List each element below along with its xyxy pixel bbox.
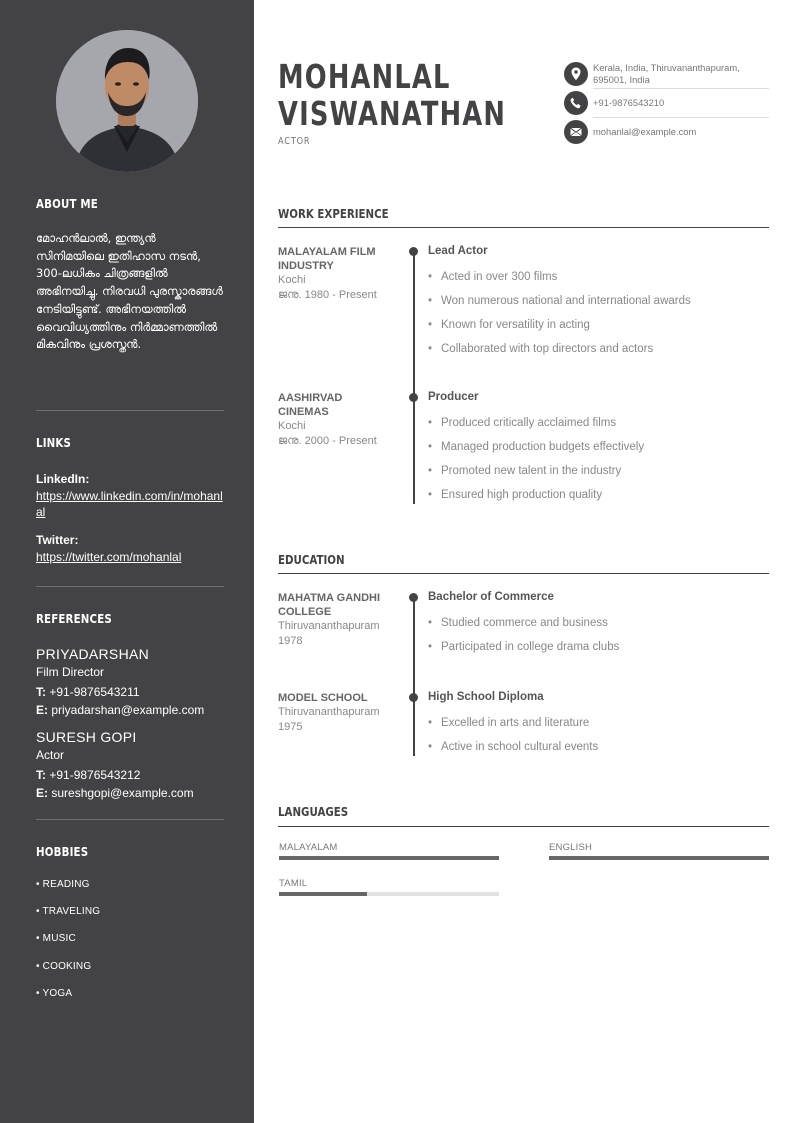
linkedin-link[interactable]: https://www.linkedin.com/in/mohanlal xyxy=(36,489,223,519)
education-org: MAHATMA GANDHI COLLEGE Thiruvananthapuram 1978 xyxy=(278,591,393,649)
links-section xyxy=(36,435,224,565)
about-text: മോഹൻലാൽ, ഇന്ത്യൻ സിനിമയിലെ ഇതിഹാസ നടൻ, 300-ലധികം ചിത്രങ്ങളിൽ അഭിനയിച്ചു. നിരവധി പുരസ്കാരങ്ങൾ നേടിയിട്ടുണ്ട്. അഭിനയത്തിൽ വൈവിധ്യത്തിനും നിർമ്മാണത്തിൽ മികവിനും പ്രശസ്തൻ. xyxy=(36,231,223,352)
reference-phone: T: +91-9876543211 xyxy=(36,685,140,699)
language-name: MALAYALAM xyxy=(279,842,338,853)
experience-bullet: • Acted in over 300 films xyxy=(428,271,557,283)
mail-icon xyxy=(564,120,588,144)
timeline-dot xyxy=(409,593,418,602)
education-bullet: • Participated in college drama clubs xyxy=(428,641,619,653)
link-item-linkedin xyxy=(36,472,224,520)
hobby-item: • YOGA xyxy=(36,987,73,999)
about-section xyxy=(36,196,224,354)
timeline-line xyxy=(413,252,415,504)
experience-title: Producer xyxy=(428,391,479,403)
education-bullet: • Active in school cultural events xyxy=(428,741,598,753)
experience-dates: ജനു. 2000 - Present xyxy=(278,435,377,447)
email-text[interactable]: mohanlal@example.com xyxy=(593,126,697,137)
reference-phone: T: +91-9876543212 xyxy=(36,768,141,782)
first-name: MOHANLAL xyxy=(278,57,451,96)
reference-role: Film Director xyxy=(36,665,104,679)
experience-bullet: • Produced critically acclaimed films xyxy=(428,417,616,429)
experience-bullet: • Promoted new talent in the industry xyxy=(428,465,621,477)
language-item xyxy=(279,842,499,853)
language-level-bar xyxy=(549,856,769,860)
job-title: ACTOR xyxy=(278,136,311,147)
hobby-item: • READING xyxy=(36,879,90,890)
language-level-bar xyxy=(279,856,499,860)
education-location: Thiruvananthapuram xyxy=(278,706,380,718)
experience-org: MALAYALAM FILM INDUSTRY Kochi ജനു. 1980 - Present xyxy=(278,245,393,303)
reference-email: E: sureshgopi@example.com xyxy=(36,786,194,800)
education-org: MODEL SCHOOL Thiruvananthapuram 1975 xyxy=(278,691,393,735)
address-text: Kerala, India, Thiruvananthapuram, 695001, India xyxy=(593,62,740,85)
language-item xyxy=(279,878,499,889)
experience-location: Kochi xyxy=(278,420,306,432)
education-title: High School Diploma xyxy=(428,691,544,703)
hobby-item: • COOKING xyxy=(36,960,92,972)
experience-bullet: • Known for versatility in acting xyxy=(428,319,590,331)
sidebar xyxy=(0,0,254,1123)
experience-title: Lead Actor xyxy=(428,245,488,257)
education-bullet: • Excelled in arts and literature xyxy=(428,717,589,729)
link-item-twitter xyxy=(36,533,224,565)
language-level-bar xyxy=(279,892,499,896)
education-bullet: • Studied commerce and business xyxy=(428,617,608,629)
experience-bullet: • Won numerous national and international awards xyxy=(428,295,691,307)
experience-location: Kochi xyxy=(278,274,306,286)
timeline-line xyxy=(413,598,415,756)
twitter-label: Twitter: xyxy=(36,533,79,547)
divider xyxy=(36,819,224,820)
references-heading: REFERENCES xyxy=(36,611,112,626)
reference-name: PRIYADARSHAN xyxy=(36,646,150,662)
section-rule xyxy=(278,227,769,228)
education-heading: EDUCATION xyxy=(278,552,345,567)
about-heading: ABOUT ME xyxy=(36,196,98,211)
language-level-fill xyxy=(279,892,367,896)
portrait-image xyxy=(56,30,198,172)
experience-heading: WORK EXPERIENCE xyxy=(278,206,389,221)
language-name: ENGLISH xyxy=(549,842,593,853)
divider xyxy=(36,410,224,411)
hobbies-heading: HOBBIES xyxy=(36,844,89,859)
language-level-fill xyxy=(549,856,769,860)
section-rule xyxy=(278,573,769,574)
location-pin-icon xyxy=(564,62,588,86)
linkedin-label: LinkedIn: xyxy=(36,472,90,486)
hobbies-section xyxy=(36,844,224,1015)
hobby-item: • MUSIC xyxy=(36,933,76,945)
education-location: Thiruvananthapuram xyxy=(278,620,380,632)
timeline-dot xyxy=(409,247,418,256)
language-name: TAMIL xyxy=(279,878,308,889)
timeline-dot xyxy=(409,393,418,402)
experience-bullet: • Ensured high production quality xyxy=(428,489,602,501)
language-level-fill xyxy=(279,856,499,860)
language-item xyxy=(549,842,769,853)
last-name: VISWANATHAN xyxy=(278,94,507,133)
profile-photo xyxy=(56,30,198,172)
reference-name: SURESH GOPI xyxy=(36,729,137,745)
divider xyxy=(36,586,224,587)
languages-heading: LANGUAGES xyxy=(278,804,349,819)
education-dates: 1978 xyxy=(278,635,303,647)
references-section xyxy=(36,611,224,800)
phone-icon xyxy=(564,91,588,115)
links-heading: LINKS xyxy=(36,435,72,450)
reference-item xyxy=(36,646,224,717)
hobby-item: • TRAVELING xyxy=(36,906,101,918)
experience-bullet: • Collaborated with top directors and actors xyxy=(428,343,653,355)
name-block xyxy=(278,58,570,147)
experience-org: AASHIRVAD CINEMAS Kochi ജനു. 2000 - Present xyxy=(278,391,393,449)
experience-dates: ജനു. 1980 - Present xyxy=(278,289,377,301)
education-title: Bachelor of Commerce xyxy=(428,591,554,603)
reference-item xyxy=(36,729,224,800)
section-rule xyxy=(278,826,769,827)
reference-email: E: priyadarshan@example.com xyxy=(36,703,205,717)
timeline-dot xyxy=(409,693,418,702)
divider xyxy=(593,88,769,89)
phone-text[interactable]: +91-9876543210 xyxy=(593,97,665,108)
experience-bullet: • Managed production budgets effectively xyxy=(428,441,644,453)
reference-role: Actor xyxy=(36,748,65,762)
divider xyxy=(593,117,769,118)
education-dates: 1975 xyxy=(278,721,303,733)
twitter-link[interactable]: https://twitter.com/mohanlal xyxy=(36,550,182,564)
